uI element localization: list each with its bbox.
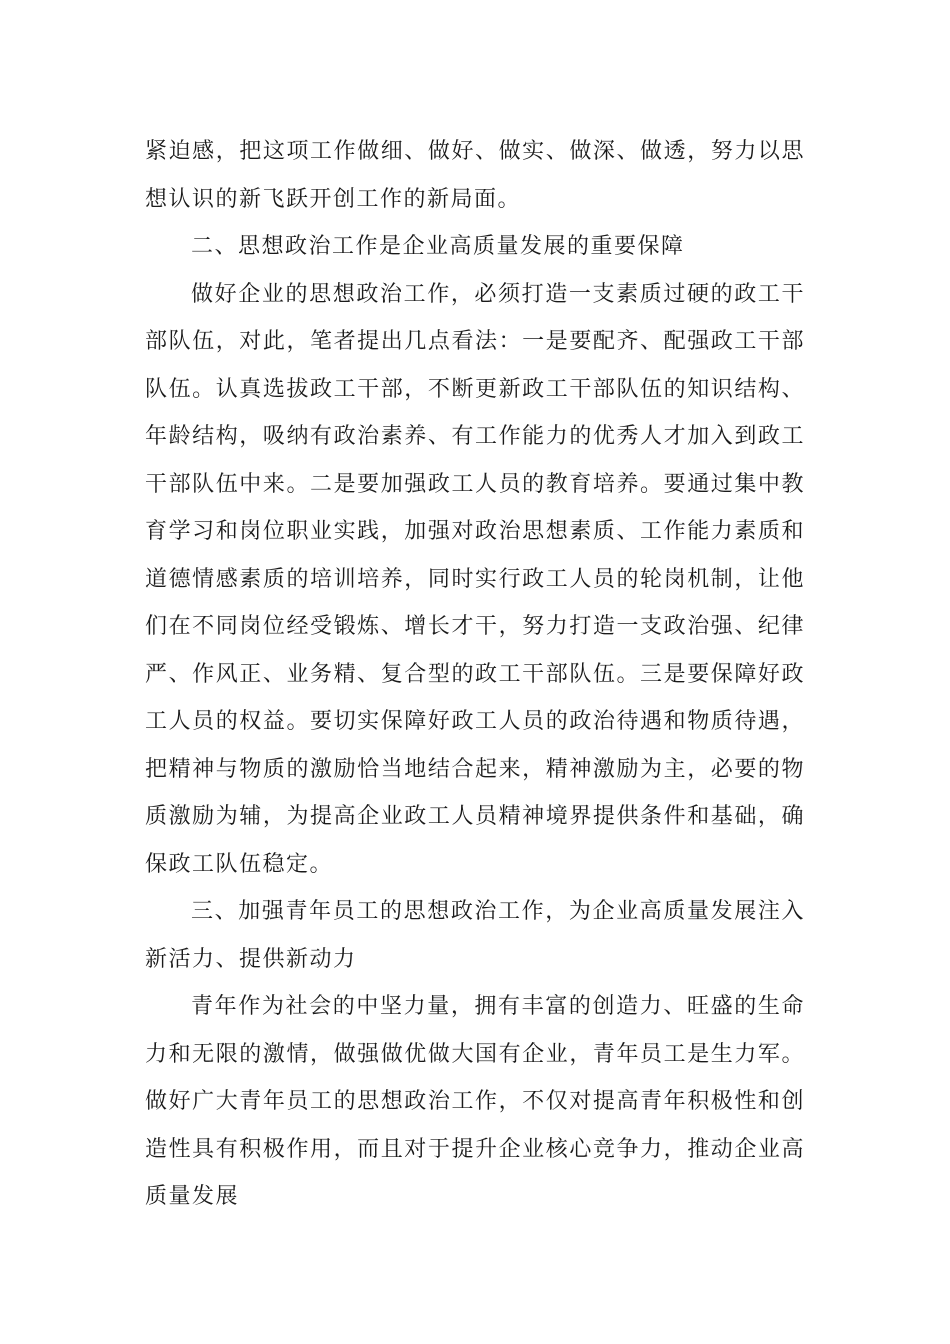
paragraph-section-3: 青年作为社会的中坚力量，拥有丰富的创造力、旺盛的生命力和无限的激情，做强做优做大国有企业，青年员工是生力军。做好广大青年员工的思想政治工作，不仅对提高青年积极性和创造性具有积极作用，而且对于提升企业核心竞争力，推动企业高质量发展 (145, 994, 805, 1209)
document-body (145, 128, 805, 1221)
paragraph-continuation: 紧迫感，把这项工作做细、做好、做实、做深、做透，努力以思想认识的新飞跃开创工作的新局面。 (145, 139, 805, 212)
section-heading-3: 三、加强青年员工的思想政治工作，为企业高质量发展注入新活力、提供新动力 (145, 899, 805, 972)
paragraph-section-2: 做好企业的思想政治工作，必须打造一支素质过硬的政工干部队伍，对此，笔者提出几点看法：一是要配齐、配强政工干部队伍。认真选拔政工干部，不断更新政工干部队伍的知识结构、年龄结构，吸纳有政治素养、有工作能力的优秀人才加入到政工干部队伍中来。二是要加强政工人员的教育培养。要通过集中教育学习和岗位职业实践，加强对政治思想素质、工作能力素质和道德情感素质的培训培养，同时实行政工人员的轮岗机制，让他们在不同岗位经受锻炼、增长才干，努力打造一支政治强、纪律严、作风正、业务精、复合型的政工干部队伍。三是要保障好政工人员的权益。要切实保障好政工人员的政治待遇和物质待遇，把精神与物质的激励恰当地结合起来，精神激励为主，必要的物质激励为辅，为提高企业政工人员精神境界提供条件和基础，确保政工队伍稳定。 (145, 281, 805, 877)
section-heading-2: 二、思想政治工作是企业高质量发展的重要保障 (191, 234, 685, 259)
